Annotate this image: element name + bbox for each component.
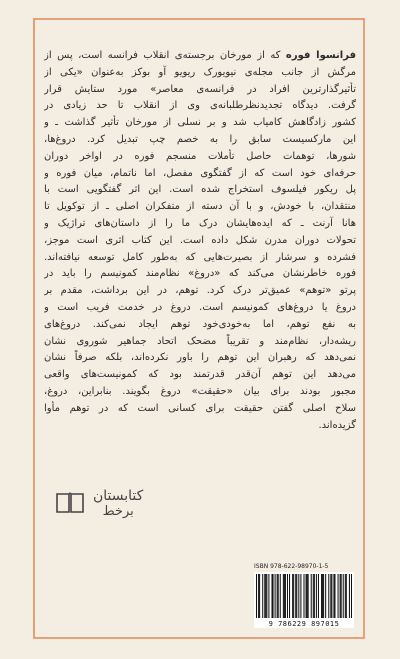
blurb-line: پرتو «توهم» عمیق‌تر درک کرد. توهم، در این برداشت، مقدم بر: [44, 285, 356, 297]
blurb-line: نمی‌دهد که رهبران این توهم را باور نکرده‌اند، بلکه صرفاً نشان: [44, 352, 356, 364]
blurb-line: شورها، توهمات حاصل تأملات منسجم فوره در اواخر دوران: [44, 150, 356, 162]
blurb-line: مرگش از جانب مجله‌ی نیویورک ریویو آو بوکز به‌عنوان «یکی از: [44, 66, 356, 78]
blurb-line: تحولات دوران مدرن شکل داده است. این کتاب اثری است موجز،: [44, 234, 356, 246]
blurb-line: سلاح اصلی گفتن حقیقت برای کسانی است که در توهم مأوا: [44, 402, 356, 414]
blurb-line: مجبور بودند برای بیان «حقیقت» دروغ بگویند. بنابراین، دروغ،: [44, 385, 356, 397]
blurb-line: گزیده‌اند.: [318, 419, 356, 431]
blurb-line: فوره خاطرنشان می‌کند که «دروغ» نظام‌مند کمونیسم را باید در: [44, 268, 356, 280]
blurb-line: پل ریکور فیلسوف استخراج شده است. این اثر گفتگویی است با: [44, 184, 356, 196]
barcode-digits: 9 786229 897015: [254, 620, 354, 628]
publisher-name: [93, 488, 143, 519]
blurb-line: گرفت. دیدگاه تجدیدنظرطلبانه‌ی وی از انقلاب تا حد زیادی در: [44, 100, 356, 112]
blurb-line: می‌دهد این توهم آن‌قدر قدرتمند بود که کمونیست‌های واقعی: [44, 369, 356, 381]
blurb-line: فشرده و سرشار از بصیرت‌هایی که به‌طور کامل توسعه نیافته‌اند.: [44, 251, 356, 263]
blurb-line: این مارکسیست سابق را به خصم چپ تبدیل کرد. دروغ‌ها،: [44, 133, 356, 145]
publisher-name-line2: برخط: [102, 503, 134, 519]
publisher-logo: [55, 485, 215, 521]
blurb-line: دروغ یا دروغ‌های کمونیسم است. دروغ در خدمت فریب است و: [44, 301, 356, 313]
blurb-line: حرفه‌ای خود است که از گفتگوی مفصل، اما ناتمام، میان فوره و: [44, 167, 356, 179]
open-book-icon: [55, 490, 85, 516]
blurb-text: [44, 48, 356, 434]
isbn-label: ISBN 978-622-98970-1-5: [254, 563, 329, 570]
blurb-line: تأثیرگذارترین افراد در فرانسه‌ی معاصر» مورد ستایش قرار: [44, 83, 356, 95]
blurb-line: کشور زادگاهش کامیاب شد و بر نسلی از مورخان تأثیر گذاشت ـ و: [44, 117, 356, 129]
blurb-line: به نفع توهم، اما به‌خودی‌خود توهم ایجاد نمی‌کند. دروغ‌های: [44, 318, 356, 330]
blurb-line-0: فرانسوا فوره که از مورخان برجسته‌ی انقلاب فرانسه است، پس از: [44, 50, 356, 61]
publisher-name-line1: کتابستان: [93, 487, 144, 504]
blurb-line: هانا آرنت ـ که ایده‌هایشان درک ما را از داستان‌های تراژیک و: [44, 217, 356, 229]
author-name: فرانسوا فوره: [285, 50, 356, 61]
barcode-image: [254, 572, 354, 620]
blurb-line: ریشه‌دار، نظام‌مند و تقریباً مضحک اتحاد جماهیر شوروی نشان: [44, 335, 356, 347]
blurb-line: منتقدان، با خودش، و با آن دسته از متفکران اصلی ـ از توکویل تا: [44, 201, 356, 213]
